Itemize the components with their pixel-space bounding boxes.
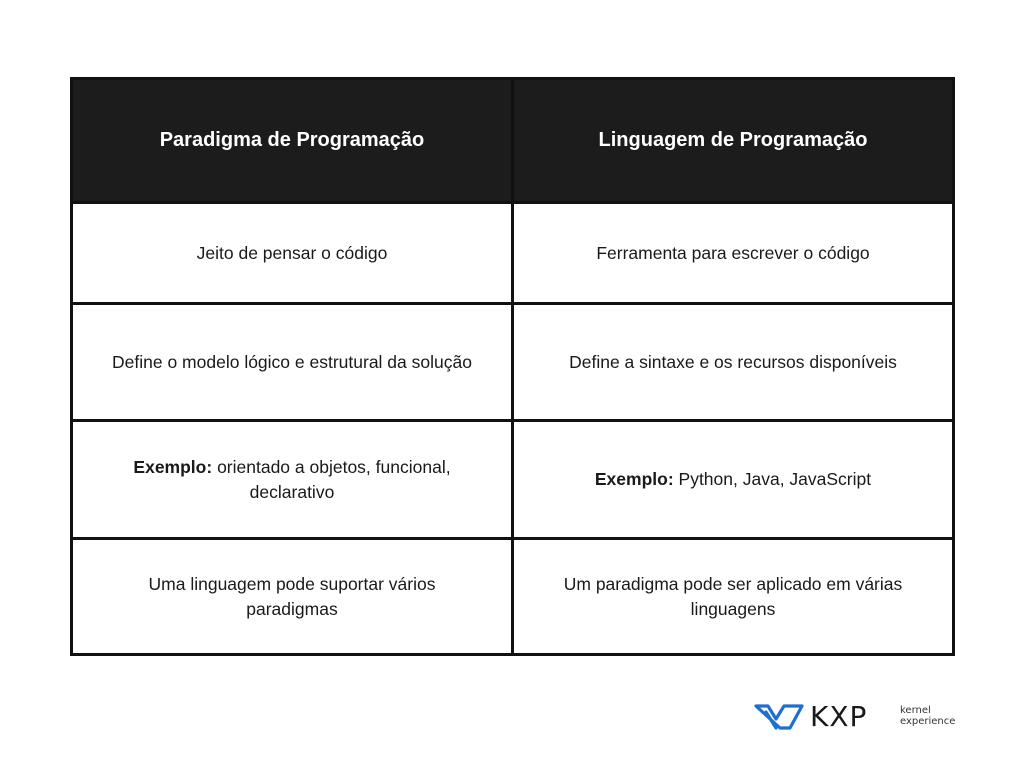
table-row xyxy=(72,203,954,304)
logo-sub-line: kernel xyxy=(900,705,931,716)
logo-sub-line: experience xyxy=(900,716,956,727)
table-row xyxy=(72,421,954,539)
kxp-logo-mark-icon xyxy=(754,702,804,732)
table-header-row xyxy=(72,79,954,203)
example-text: Python, Java, JavaScript xyxy=(673,469,872,489)
cell-paradigma-example xyxy=(72,421,513,539)
cell-paradigma: Jeito de pensar o código xyxy=(72,203,513,304)
cell-paradigma: Define o modelo lógico e estrutural da solução xyxy=(72,304,513,421)
example-label: Exemplo: xyxy=(133,456,213,477)
example-text: orientado a objetos, funcional, declarativo xyxy=(212,456,451,502)
header-paradigma: Paradigma de Programação xyxy=(72,79,513,203)
table-row xyxy=(72,304,954,421)
table-row xyxy=(72,539,954,655)
logo-subtitle xyxy=(900,705,955,727)
cell-linguagem: Ferramenta para escrever o código xyxy=(513,203,954,304)
kxp-logo xyxy=(754,700,964,734)
cell-linguagem: Um paradigma pode ser aplicado em várias linguagens xyxy=(513,539,954,655)
cell-paradigma: Uma linguagem pode suportar vários paradigmas xyxy=(72,539,513,655)
logo-letters: KXP xyxy=(810,700,868,733)
header-linguagem: Linguagem de Programação xyxy=(513,79,954,203)
comparison-table xyxy=(70,77,955,656)
example-label: Exemplo: xyxy=(594,469,674,489)
cell-linguagem-example xyxy=(513,421,954,539)
cell-linguagem: Define a sintaxe e os recursos disponíveis xyxy=(513,304,954,421)
